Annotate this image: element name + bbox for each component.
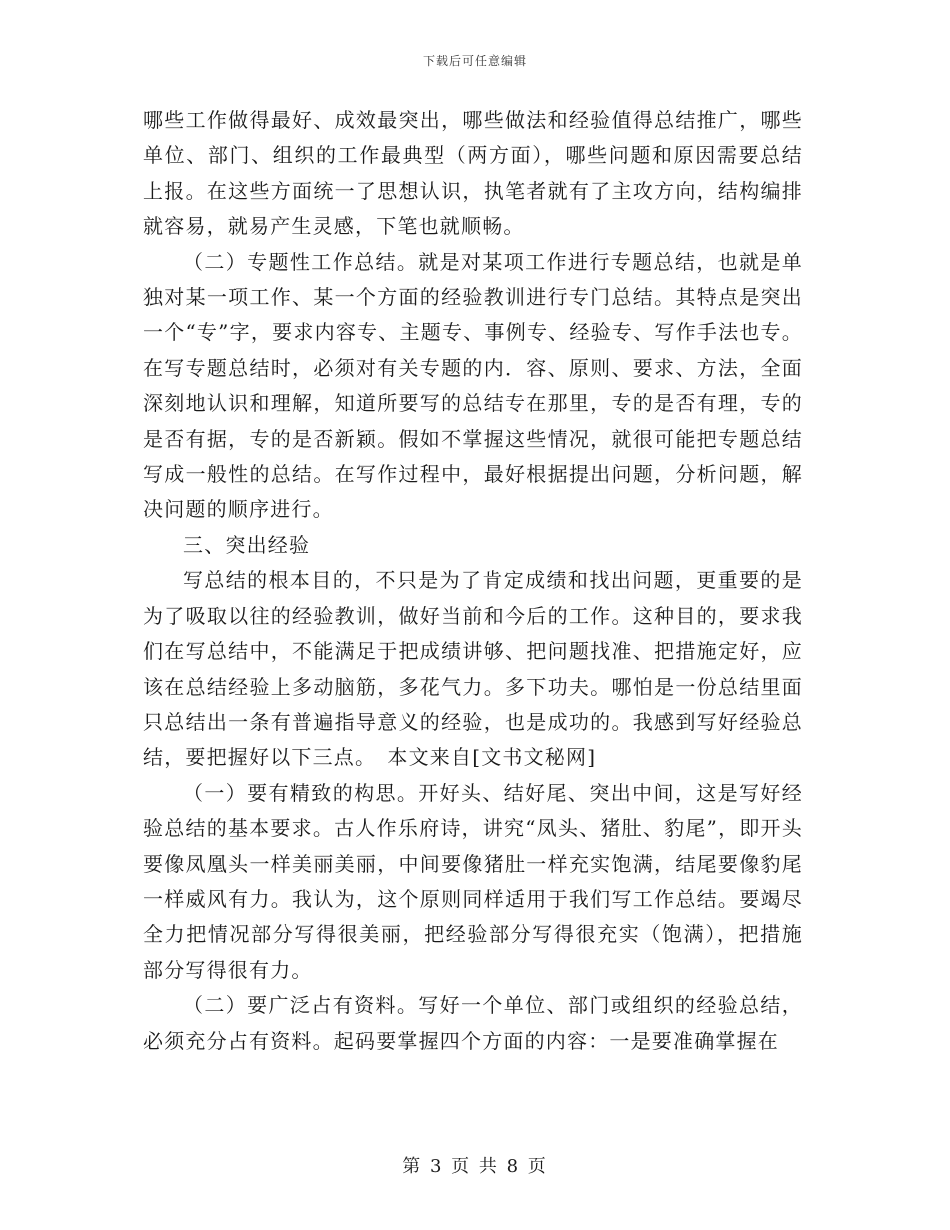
page-number: 第 3 页 共 8 页: [402, 1156, 548, 1177]
section-heading-highlight-experience: 三、突出经验: [183, 532, 311, 557]
paragraph-conception: （一）要有精致的构思。开好头、结好尾、突出中间，这是写好经验总结的基本要求。古人作乐府诗，讲究“凤头、猪肚、豹尾”，即开头要像凤凰头一样美丽美丽，中间要像猪肚一样充实饱满，结尾要像豹尾一样威风有力。我认为，这个原则同样适用于我们写工作总结。要竭尽全力把情况部分写得很美丽，把经验部分写得很充实（饱满），把措施部分写得很有力。: [143, 780, 803, 982]
paragraph-purpose: 写总结的根本目的，不只是为了肯定成绩和找出问题，更重要的是为了吸取以往的经验教训，做好当前和今后的工作。这种目的，要求我们在写总结中，不能满足于把成绩讲够、把问题找准、把措施定好，应该在总结经验上多动脑筋，多花气力。多下功夫。哪怕是一份总结里面只总结出一条有普遍指导意义的经验，也是成功的。我感到写好经验总结，要把握好以下三点。 本文来自[文书文秘网]: [143, 568, 803, 770]
paragraph-special-summary: （二）专题性工作总结。就是对某项工作进行专题总结，也就是单独对某一项工作、某一个方面的经验教训进行专门总结。其特点是突出一个“专”字，要求内容专、主题专、事例专、经验专、写作手法也专。在写专题总结时，必须对有关专题的内．容、原则、要求、方法，全面深刻地认识和理解，知道所要写的总结专在那里，专的是否有理，专的是否有据，专的是否新颖。假如不掌握这些情况，就很可能把专题总结写成一般性的总结。在写作过程中，最好根据提出问题，分析问题，解决问题的顺序进行。: [143, 249, 803, 522]
paragraph-continuation: 哪些工作做得最好、成效最突出，哪些做法和经验值得总结推广，哪些单位、部门、组织的工作最典型（两方面），哪些问题和原因需要总结上报。在这些方面统一了思想认识，执笔者就有了主攻方向，结构编排就容易，就易产生灵感，下笔也就顺畅。: [143, 108, 803, 239]
document-body: [143, 103, 803, 1059]
paragraph-materials: （二）要广泛占有资料。写好一个单位、部门或组织的经验总结，必须充分占有资料。起码要掌握四个方面的内容：一是要准确掌握在: [143, 993, 803, 1053]
page-header: 下载后可任意编辑: [422, 54, 527, 68]
